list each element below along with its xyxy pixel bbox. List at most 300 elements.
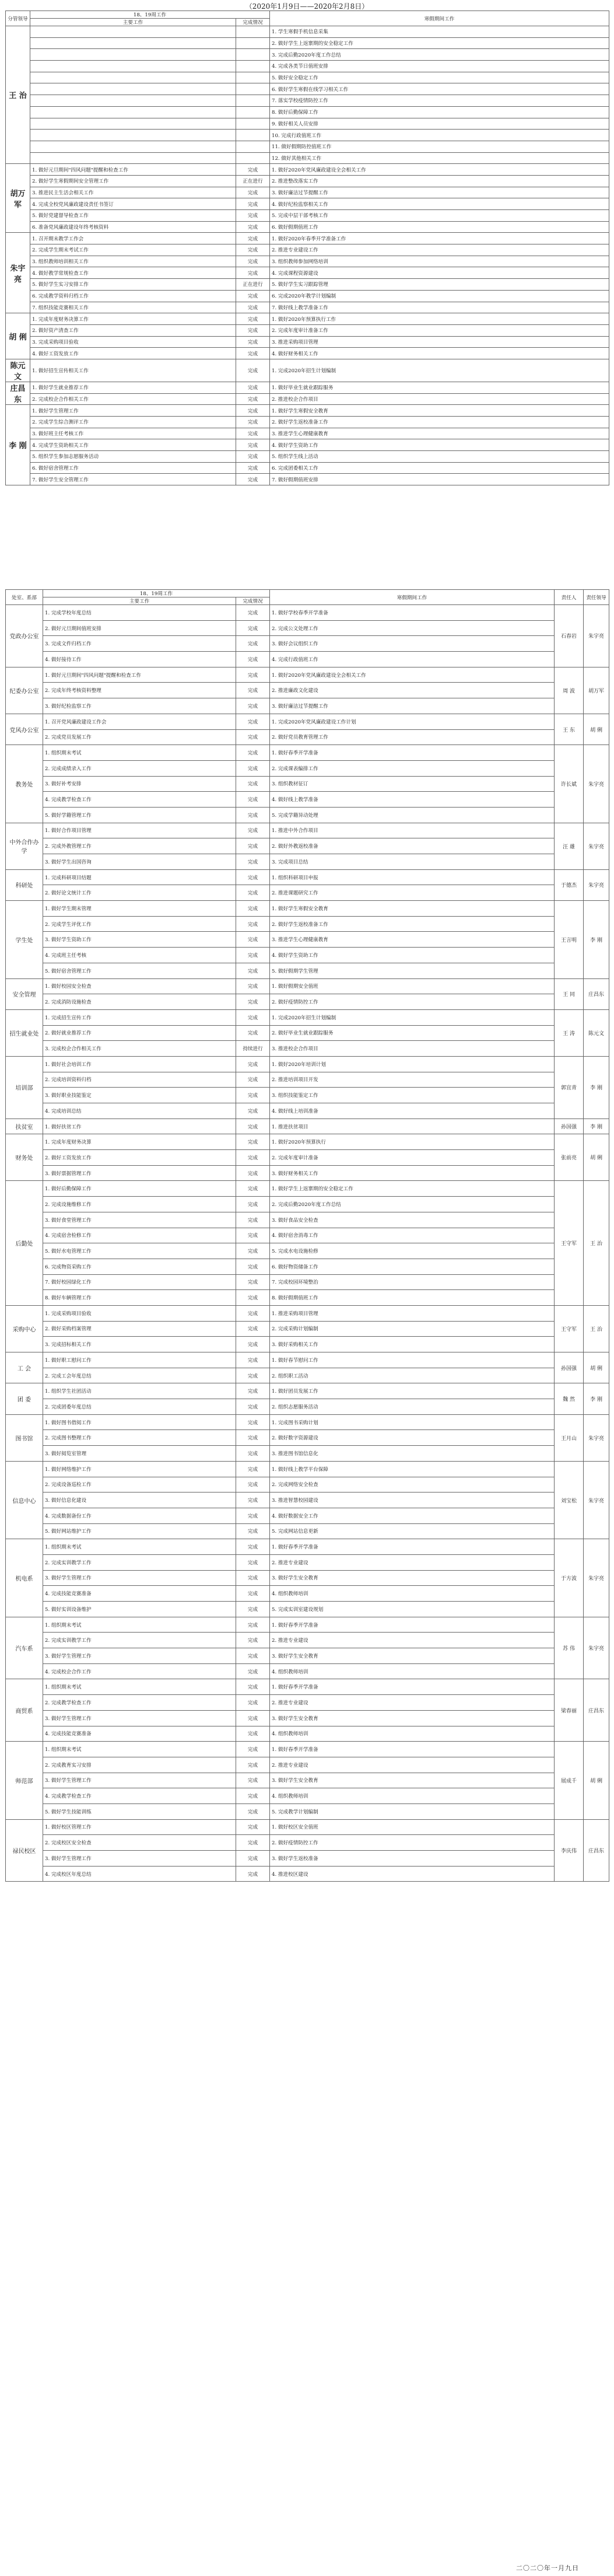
winter-work-cell: 5. 完成中层干部考核工作 [270, 210, 609, 222]
main-work-cell: 5. 做好宿舍管理工作 [43, 963, 236, 978]
done-status-cell: 完成 [236, 382, 270, 393]
done-status-cell: 完成 [236, 451, 270, 463]
responsible-leader: 朱宇亮 [584, 869, 609, 900]
winter-work-cell: 3. 做好财务相关工作 [270, 1165, 555, 1181]
main-work-cell: 2. 完成设备巡检工作 [43, 1477, 236, 1493]
winter-work-cell: 6. 做好假期值班工作 [270, 221, 609, 233]
done-status-cell: 完成 [236, 854, 270, 870]
done-status-cell: 完成 [236, 1835, 270, 1851]
done-status-cell: 完成 [236, 210, 270, 222]
winter-work-cell: 1. 做好2020年预算执行 [270, 1134, 555, 1150]
responsible-leader: 王 治 [584, 1305, 609, 1352]
leader-row [6, 474, 609, 485]
done-status-cell: 完成 [236, 1228, 270, 1243]
done-status-cell: 完成 [236, 1851, 270, 1867]
dept-row [6, 1368, 609, 1383]
done-status-cell: 完成 [236, 1430, 270, 1446]
responsible-leader: 胡 俐 [584, 1352, 609, 1383]
col-leader-header: 分管领导 [6, 11, 30, 26]
leader-row [6, 233, 609, 244]
winter-work-cell: 3. 推进智慧校园建设 [270, 1493, 555, 1508]
main-work-cell: 1. 做好元旦期间"四风问题"提醒和检查工作 [30, 164, 236, 176]
responsible-person: 王 同 [555, 978, 584, 1009]
main-work-cell: 4. 做好工资发放工作 [30, 348, 236, 359]
done-status-cell: 完成 [236, 1414, 270, 1430]
dept-row [6, 1446, 609, 1462]
winter-work-cell: 7. 做好假期值班安排 [270, 474, 609, 485]
leader-row [6, 72, 609, 83]
dept-row [6, 1477, 609, 1493]
winter-work-cell: 1. 做好春季开学准备 [270, 1539, 555, 1555]
winter-work-cell: 4. 做好线上教学准备 [270, 792, 555, 808]
responsible-leader: 朱宇亮 [584, 745, 609, 823]
winter-work-cell: 3. 推进学生心理健康教育 [270, 428, 609, 439]
dept-name: 科研处 [6, 869, 43, 900]
dept-row [6, 1679, 609, 1695]
main-work-cell [30, 152, 236, 164]
main-work-cell: 2. 完成外教管理工作 [43, 838, 236, 854]
done-status-cell: 完成 [236, 714, 270, 729]
leader-name: 胡万军 [6, 164, 30, 233]
done-status-cell: 完成 [236, 620, 270, 636]
done-status-cell: 完成 [236, 474, 270, 485]
done-status-cell: 完成 [236, 636, 270, 652]
dept-row [6, 854, 609, 870]
dept-row [6, 1041, 609, 1057]
leader-row [6, 302, 609, 313]
main-work-cell: 1. 组织期末考试 [43, 745, 236, 761]
leader-name: 李 刚 [6, 405, 30, 485]
winter-work-cell: 3. 推进图书馆信息化 [270, 1446, 555, 1462]
done-status-cell: 完成 [236, 1695, 270, 1711]
dept-name: 师范部 [6, 1742, 43, 1819]
winter-work-cell: 1. 做好春季开学准备 [270, 1742, 555, 1757]
winter-work-cell: 3. 做好学生返校准备 [270, 1851, 555, 1867]
main-work-cell: 2. 完成学生评优工作 [43, 916, 236, 932]
done-status-cell: 完成 [236, 683, 270, 698]
done-status-cell: 完成 [236, 336, 270, 348]
main-work-cell: 3. 做好阅览室管理 [43, 1446, 236, 1462]
done-status-cell [236, 49, 270, 61]
dept-row [6, 1009, 609, 1025]
dept-name: 财务处 [6, 1134, 43, 1181]
main-work-cell: 3. 做好学生资助工作 [43, 932, 236, 948]
responsible-person: 石春岩 [555, 605, 584, 667]
winter-work-cell: 1. 完成图书采购计划 [270, 1414, 555, 1430]
dept-row [6, 994, 609, 1010]
main-work-cell: 2. 做好学生寒假期间安全管理工作 [30, 175, 236, 187]
main-work-cell [30, 130, 236, 141]
dept-row [6, 1072, 609, 1088]
main-work-cell: 2. 完成工会年度总结 [43, 1368, 236, 1383]
main-work-cell: 6. 做好宿舍管理工作 [30, 462, 236, 474]
done-status-cell: 完成 [236, 1757, 270, 1773]
dept-row [6, 948, 609, 963]
done-status-cell: 完成 [236, 948, 270, 963]
dept-row [6, 1290, 609, 1306]
done-status-cell: 完成 [236, 1617, 270, 1633]
done-status-cell: 完成 [236, 164, 270, 176]
dept-row [6, 1617, 609, 1633]
main-work-cell: 2. 完成实训教学工作 [43, 1633, 236, 1648]
responsible-leader: 李 刚 [584, 1056, 609, 1119]
main-work-cell: 5. 做好学生技能训练 [43, 1803, 236, 1819]
done-status-cell: 完成 [236, 1337, 270, 1352]
dept-row [6, 1866, 609, 1882]
main-work-cell: 2. 做好采购档案管理 [43, 1321, 236, 1337]
done-status-cell: 完成 [236, 1508, 270, 1523]
responsible-leader: 庄昌东 [584, 978, 609, 1009]
responsible-person: 王守军 [555, 1305, 584, 1352]
winter-work-cell: 1. 做好2020年预算执行工作 [270, 313, 609, 325]
main-work-cell: 1. 组织期末考试 [43, 1617, 236, 1633]
dept-name: 后勤处 [6, 1181, 43, 1306]
dept-row [6, 901, 609, 917]
done-status-cell: 完成 [236, 439, 270, 451]
done-status-cell: 完成 [236, 1803, 270, 1819]
done-status-cell: 完成 [236, 1633, 270, 1648]
leader-row [6, 175, 609, 187]
dept-row [6, 1181, 609, 1197]
dept-name: 安全管理 [6, 978, 43, 1009]
winter-work-cell: 7. 做好线上教学准备工作 [270, 302, 609, 313]
winter-work-cell: 1. 推进中外合作项目 [270, 823, 555, 838]
dept-row [6, 1602, 609, 1617]
winter-work-cell: 4. 做好学生资助工作 [270, 439, 609, 451]
winter-work-cell: 4. 做好数据安全工作 [270, 1508, 555, 1523]
main-work-cell: 1. 完成年度财务决算工作 [30, 313, 236, 325]
main-work-cell: 3. 做好职业技能鉴定 [43, 1088, 236, 1103]
winter-work-cell: 4. 组织教师培训 [270, 1788, 555, 1804]
done-status-cell [236, 72, 270, 83]
done-status-cell: 完成 [236, 667, 270, 683]
winter-work-cell: 1. 做好2020年培训计划 [270, 1056, 555, 1072]
winter-work-cell: 4. 做好线上培训准备 [270, 1103, 555, 1119]
main-work-cell: 2. 完成教学检查工作 [43, 1695, 236, 1711]
main-work-cell: 5. 做好实训设备维护 [43, 1602, 236, 1617]
main-work-cell: 1. 做好学生管理工作 [30, 405, 236, 417]
winter-work-cell: 1. 做好春季开学准备 [270, 745, 555, 761]
dept-row [6, 760, 609, 776]
winter-work-cell: 1. 做好线上教学平台保障 [270, 1461, 555, 1477]
winter-work-cell: 4. 做好宿舍消毒工作 [270, 1228, 555, 1243]
done-status-cell: 完成 [236, 1009, 270, 1025]
leader-row [6, 313, 609, 325]
winter-work-cell: 2. 推进专业建设 [270, 1554, 555, 1570]
leader-row [6, 152, 609, 164]
main-work-cell: 3. 完成招标相关工作 [43, 1337, 236, 1352]
main-work-cell: 3. 做好补考安排 [43, 776, 236, 792]
winter-work-cell: 6. 完成2020年教学计划编制 [270, 290, 609, 302]
main-work-cell: 3. 推进民主生活会相关工作 [30, 187, 236, 198]
main-work-cell: 1. 完成招生宣传工作 [43, 1009, 236, 1025]
winter-work-cell: 1. 推进采购项目管理 [270, 1305, 555, 1321]
winter-work-cell: 5. 做好安全稳定工作 [270, 72, 609, 83]
dept-row [6, 1056, 609, 1072]
leader-row [6, 210, 609, 222]
winter-work-cell: 3. 推进采购项目管理 [270, 336, 609, 348]
winter-work-cell: 4. 完成课程资源建设 [270, 267, 609, 279]
main-work-cell: 1. 组织学生社团活动 [43, 1383, 236, 1399]
main-work-cell: 3. 做好学生管理工作 [43, 1773, 236, 1788]
done-status-cell: 完成 [236, 869, 270, 885]
main-work-cell: 4. 完成校企合作工作 [43, 1663, 236, 1679]
responsible-person: 于德杰 [555, 869, 584, 900]
responsible-person: 王守军 [555, 1181, 584, 1306]
dept-row [6, 1088, 609, 1103]
dept-row [6, 1726, 609, 1742]
main-work-cell: 2. 完成消防设施检查 [43, 994, 236, 1010]
main-work-cell: 3. 做好学生出国咨询 [43, 854, 236, 870]
winter-work-cell: 1. 组织科研项目申报 [270, 869, 555, 885]
winter-work-cell: 3. 做好廉洁过节提醒工作 [270, 187, 609, 198]
dept-row [6, 1570, 609, 1586]
main-work-cell: 3. 完成文件归档工作 [43, 636, 236, 652]
main-work-cell [30, 37, 236, 49]
responsible-leader: 李 刚 [584, 1383, 609, 1414]
main-work-cell: 5. 做好学籍管理工作 [43, 807, 236, 823]
main-work-cell: 7. 组织技能竞赛相关工作 [30, 302, 236, 313]
done-status-cell: 完成 [236, 1602, 270, 1617]
main-work-cell: 4. 完成教学检查工作 [43, 792, 236, 808]
responsible-person: 王言明 [555, 901, 584, 978]
winter-work-cell: 2. 组织职工活动 [270, 1368, 555, 1383]
winter-work-cell: 5. 组织学生线上活动 [270, 451, 609, 463]
done-status-cell: 完成 [236, 605, 270, 621]
done-status-cell [236, 61, 270, 72]
main-work-cell: 4. 完成学生资助相关工作 [30, 439, 236, 451]
dept-row [6, 823, 609, 838]
winter-work-cell: 3. 组织教材征订 [270, 776, 555, 792]
winter-work-cell: 4. 完成各类节日值班安排 [270, 61, 609, 72]
main-work-cell: 1. 完成科研项目结题 [43, 869, 236, 885]
leader-row [6, 83, 609, 95]
col-winter-header-2: 寒假期间工作 [270, 590, 555, 605]
dept-row [6, 885, 609, 901]
dept-name: 教务处 [6, 745, 43, 823]
dept-name: 信息中心 [6, 1461, 43, 1539]
done-status-cell: 完成 [236, 1072, 270, 1088]
winter-work-cell: 2. 做好学生返校准备工作 [270, 916, 555, 932]
leader-row [6, 130, 609, 141]
main-work-cell: 4. 做好教学常规检查工作 [30, 267, 236, 279]
leader-row [6, 106, 609, 118]
responsible-person: 李庆伟 [555, 1819, 584, 1882]
leader-name: 庄昌东 [6, 382, 30, 404]
main-work-cell: 2. 完成学生综合测评工作 [30, 417, 236, 428]
main-work-cell: 1. 召开期末教学工作会 [30, 233, 236, 244]
winter-work-cell: 2. 做好学生上返寨期的安全稳定工作 [270, 37, 609, 49]
done-status-cell: 完成 [236, 256, 270, 267]
dept-row [6, 1025, 609, 1041]
main-work-cell: 2. 做好资产清查工作 [30, 324, 236, 336]
dept-row [6, 916, 609, 932]
winter-work-cell: 2. 推进课题研究工作 [270, 885, 555, 901]
main-work-cell: 4. 完成技能竞赛准备 [43, 1586, 236, 1602]
main-work-cell: 3. 做好班主任考核工作 [30, 428, 236, 439]
dept-row [6, 1508, 609, 1523]
winter-work-cell: 4. 做好学生资助工作 [270, 948, 555, 963]
main-work-cell: 1. 做好校园安全检查 [43, 978, 236, 994]
winter-work-cell: 1. 做好校区安全值班 [270, 1819, 555, 1835]
done-status-cell: 完成 [236, 1290, 270, 1306]
leader-row [6, 95, 609, 107]
dept-row [6, 1321, 609, 1337]
main-work-cell: 7. 做好学生安全管理工作 [30, 474, 236, 485]
dept-row [6, 1835, 609, 1851]
winter-work-cell: 1. 做好春季开学准备 [270, 1617, 555, 1633]
winter-work-cell: 1. 推进扶贫项目 [270, 1119, 555, 1134]
done-status-cell: 完成 [236, 1679, 270, 1695]
done-status-cell: 完成 [236, 313, 270, 325]
leader-row [6, 439, 609, 451]
leader-row [6, 187, 609, 198]
dept-row [6, 1228, 609, 1243]
done-status-cell: 完成 [236, 428, 270, 439]
winter-work-cell: 6. 做好物资储备工作 [270, 1259, 555, 1274]
main-work-cell: 2. 做好论文统计工作 [43, 885, 236, 901]
winter-work-cell: 1. 做好2020年党风廉政建设全会相关工作 [270, 164, 609, 176]
leader-row [6, 428, 609, 439]
winter-work-cell: 2. 做好疫情防控工作 [270, 1835, 555, 1851]
main-work-cell [30, 72, 236, 83]
leader-row [6, 393, 609, 405]
winter-work-cell: 3. 做好学生安全教育 [270, 1570, 555, 1586]
responsible-leader: 朱宇亮 [584, 1414, 609, 1461]
winter-work-cell: 2. 完成公文处理工作 [270, 620, 555, 636]
dept-row [6, 1539, 609, 1555]
done-status-cell: 完成 [236, 417, 270, 428]
dept-name: 采购中心 [6, 1305, 43, 1352]
main-work-cell: 8. 做好车辆管理工作 [43, 1290, 236, 1306]
dept-row [6, 1710, 609, 1726]
responsible-leader: 李 刚 [584, 901, 609, 978]
done-status-cell: 完成 [236, 324, 270, 336]
leader-name: 朱宇亮 [6, 233, 30, 313]
winter-work-cell: 2. 完成网络安全检查 [270, 1477, 555, 1493]
responsible-person: 许长斌 [555, 745, 584, 823]
dept-row [6, 1337, 609, 1352]
done-status-cell: 完成 [236, 1539, 270, 1555]
dept-row [6, 869, 609, 885]
winter-work-cell: 3. 做好食品安全检查 [270, 1212, 555, 1228]
winter-work-cell: 3. 做好学生安全教育 [270, 1710, 555, 1726]
dept-row [6, 1399, 609, 1415]
main-work-cell: 1. 做好合作项目管理 [43, 823, 236, 838]
responsible-leader: 朱宇亮 [584, 1539, 609, 1617]
main-work-cell: 2. 完成成绩录入工作 [43, 760, 236, 776]
winter-work-cell: 1. 完成2020年招生计划编制 [270, 1009, 555, 1025]
winter-work-cell: 2. 推进廉政文化建设 [270, 683, 555, 698]
done-status-cell: 完成 [236, 978, 270, 994]
winter-work-cell: 5. 完成水电设施检修 [270, 1243, 555, 1259]
winter-work-cell: 3. 做好学生安全教育 [270, 1648, 555, 1664]
done-status-cell: 完成 [236, 187, 270, 198]
done-status-cell: 完成 [236, 1866, 270, 1882]
done-status-cell: 完成 [236, 267, 270, 279]
done-status-cell: 完成 [236, 1554, 270, 1570]
done-status-cell: 完成 [236, 652, 270, 667]
done-status-cell: 完成 [236, 885, 270, 901]
done-status-cell: 完成 [236, 745, 270, 761]
responsible-leader: 朱宇亮 [584, 1461, 609, 1539]
done-status-cell [236, 83, 270, 95]
main-work-cell: 1. 做好学生就业推荐工作 [30, 382, 236, 393]
done-status-cell: 完成 [236, 1726, 270, 1742]
winter-work-cell: 5. 做好学生实习跟踪管理 [270, 279, 609, 291]
winter-work-cell: 4. 组织教师培训 [270, 1586, 555, 1602]
footer-date: 二〇二〇年一月九日 [516, 2564, 579, 2572]
responsible-leader: 胡 俐 [584, 1134, 609, 1181]
main-work-cell [30, 83, 236, 95]
done-status-cell [236, 141, 270, 152]
main-work-cell: 4. 完成班主任考核 [43, 948, 236, 963]
winter-work-cell: 2. 推进整改落实工作 [270, 175, 609, 187]
dept-name: 党风办公室 [6, 714, 43, 745]
winter-work-cell: 1. 做好学生寒假安全教育 [270, 901, 555, 917]
main-work-cell: 2. 完成实训教学工作 [43, 1554, 236, 1570]
leader-row [6, 462, 609, 474]
done-status-cell: 完成 [236, 963, 270, 978]
dept-row [6, 1633, 609, 1648]
main-work-cell: 1. 做好招生宣传相关工作 [30, 359, 236, 382]
winter-work-cell: 4. 做好财务相关工作 [270, 348, 609, 359]
dept-row [6, 1165, 609, 1181]
dept-name: 工 会 [6, 1352, 43, 1383]
responsible-leader: 庄昌东 [584, 1679, 609, 1742]
dept-row [6, 963, 609, 978]
winter-work-cell: 2. 推进校企合作项目 [270, 393, 609, 405]
winter-work-cell: 5. 完成实训室建设规划 [270, 1602, 555, 1617]
winter-work-cell: 2. 做好外教返校准备 [270, 838, 555, 854]
main-work-cell: 1. 做好元旦期间"四风问题"提醒和检查工作 [43, 667, 236, 683]
main-work-cell [30, 26, 236, 38]
main-work-cell: 7. 做好校园绿化工作 [43, 1274, 236, 1290]
done-status-cell: 完成 [236, 1819, 270, 1835]
responsible-person: 展成千 [555, 1742, 584, 1819]
dept-row [6, 1103, 609, 1119]
responsible-leader: 李 刚 [584, 1119, 609, 1134]
done-status-cell: 完成 [236, 1493, 270, 1508]
leader-row [6, 244, 609, 256]
winter-work-cell: 1. 学生寒假手机信息采集 [270, 26, 609, 38]
main-work-cell: 3. 做好学生管理工作 [43, 1570, 236, 1586]
leader-row [6, 405, 609, 417]
dept-row [6, 1197, 609, 1212]
main-work-cell: 3. 组织教师培训相关工作 [30, 256, 236, 267]
winter-work-cell: 2. 推进专业建设工作 [270, 244, 609, 256]
done-status-cell: 完成 [236, 1399, 270, 1415]
dept-row [6, 729, 609, 745]
done-status-cell: 完成 [236, 1321, 270, 1337]
responsible-person: 刘宝松 [555, 1461, 584, 1539]
winter-work-cell: 1. 做好毕业生就业跟踪服务 [270, 382, 609, 393]
col-period-header-2: 18、19周工作 [43, 590, 270, 597]
dept-row [6, 1803, 609, 1819]
date-range: （2020年1月9日——2020年2月8日） [245, 2, 369, 11]
winter-work-cell: 2. 完成后勤2020年度工作总结 [270, 1197, 555, 1212]
dept-name: 党政办公室 [6, 605, 43, 667]
done-status-cell: 完成 [236, 1477, 270, 1493]
dept-row [6, 1523, 609, 1539]
responsible-leader: 朱宇亮 [584, 605, 609, 667]
responsible-leader: 陈元文 [584, 1009, 609, 1056]
responsible-leader: 朱宇亮 [584, 823, 609, 869]
done-status-cell [236, 95, 270, 107]
main-work-cell: 3. 做好学生管理工作 [43, 1648, 236, 1664]
main-work-cell: 1. 做好学生期末管理 [43, 901, 236, 917]
main-work-cell: 1. 组织期末考试 [43, 1679, 236, 1695]
